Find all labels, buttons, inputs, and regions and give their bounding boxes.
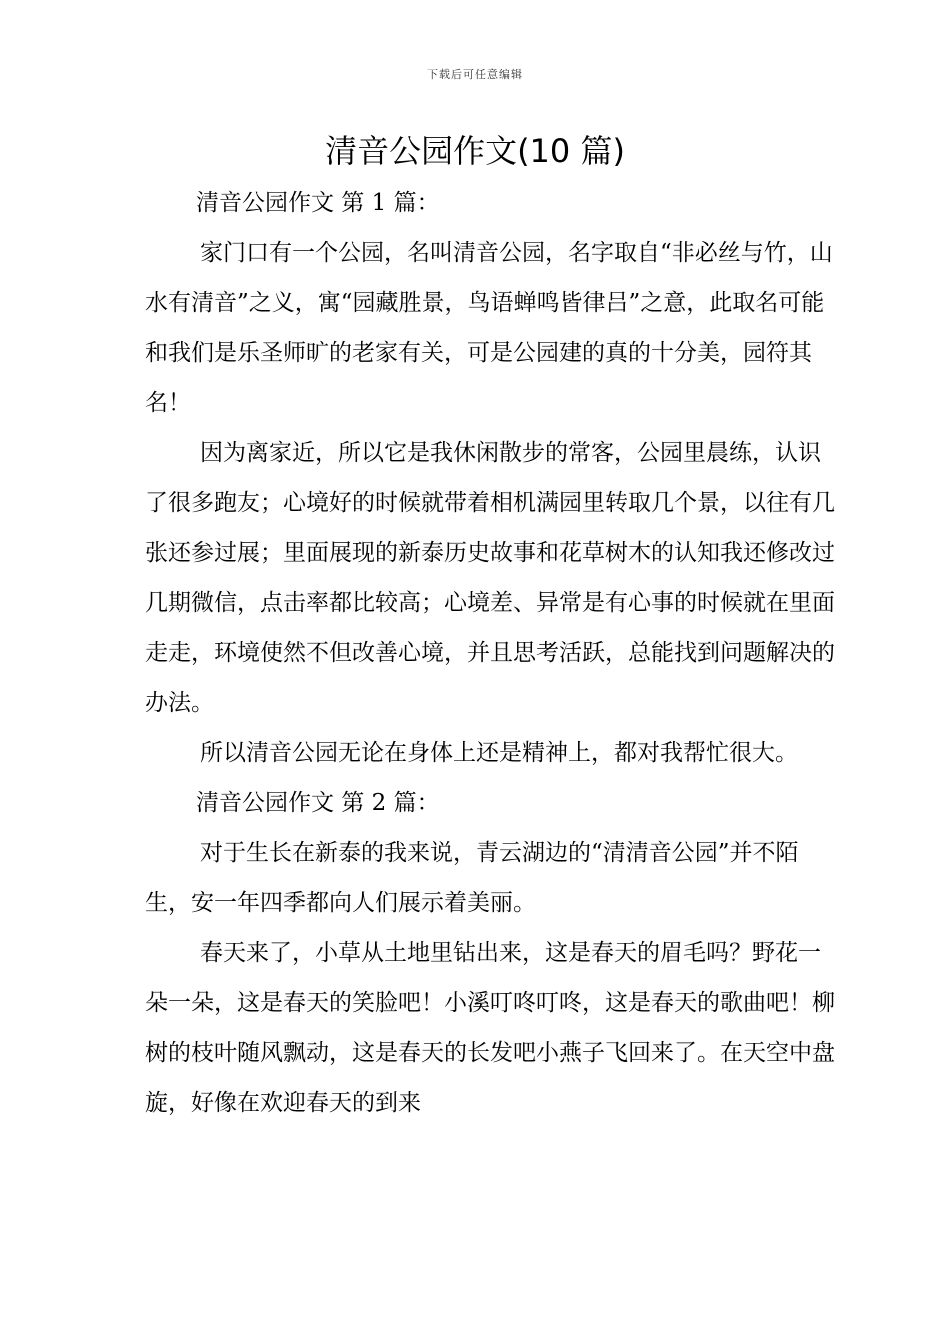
paragraph-1: 家门口有一个公园，名叫清音公园，名字取自“非必丝与竹，山水有清音”之义，寓“园藏胜景，鸟语蝉鸣皆律吕”之意，此取名可能和我们是乐圣师旷的老家有关，可是公园建的真的十分美，园符其名！	[145, 240, 833, 416]
document-title: 清音公园作文(10 篇)	[325, 132, 625, 170]
document-body	[145, 178, 835, 1128]
paragraph-2: 因为离家近，所以它是我休闲散步的常客，公园里晨练，认识了很多跑友；心境好的时候就带着相机满园里转取几个景，以往有几张还参过展；里面展现的新泰历史故事和花草树木的认知我还修改过几期微信，点击率都比较高；心境差、异常是有心事的时候就在里面走走，环境使然不但改善心境，并且思考活跃，总能找到问题解决的办法。	[145, 440, 835, 716]
section-heading-1: 清音公园作文 第 1 篇：	[196, 190, 440, 216]
section-heading-2: 清音公园作文 第 2 篇：	[196, 790, 440, 816]
header-note: 下载后可任意编辑	[427, 68, 523, 81]
paragraph-5: 春天来了，小草从土地里钻出来，这是春天的眉毛吗？野花一朵一朵，这是春天的笑脸吧！小溪叮咚叮咚，这是春天的歌曲吧！柳树的枝叶随风飘动，这是春天的长发吧小燕子飞回来了。在天空中盘旋，好像在欢迎春天的到来	[145, 940, 835, 1116]
paragraph-3: 所以清音公园无论在身体上还是精神上，都对我帮忙很大。	[200, 740, 798, 766]
paragraph-4: 对于生长在新泰的我来说，青云湖边的“清清音公园”并不陌生，安一年四季都向人们展示着美丽。	[145, 840, 799, 916]
